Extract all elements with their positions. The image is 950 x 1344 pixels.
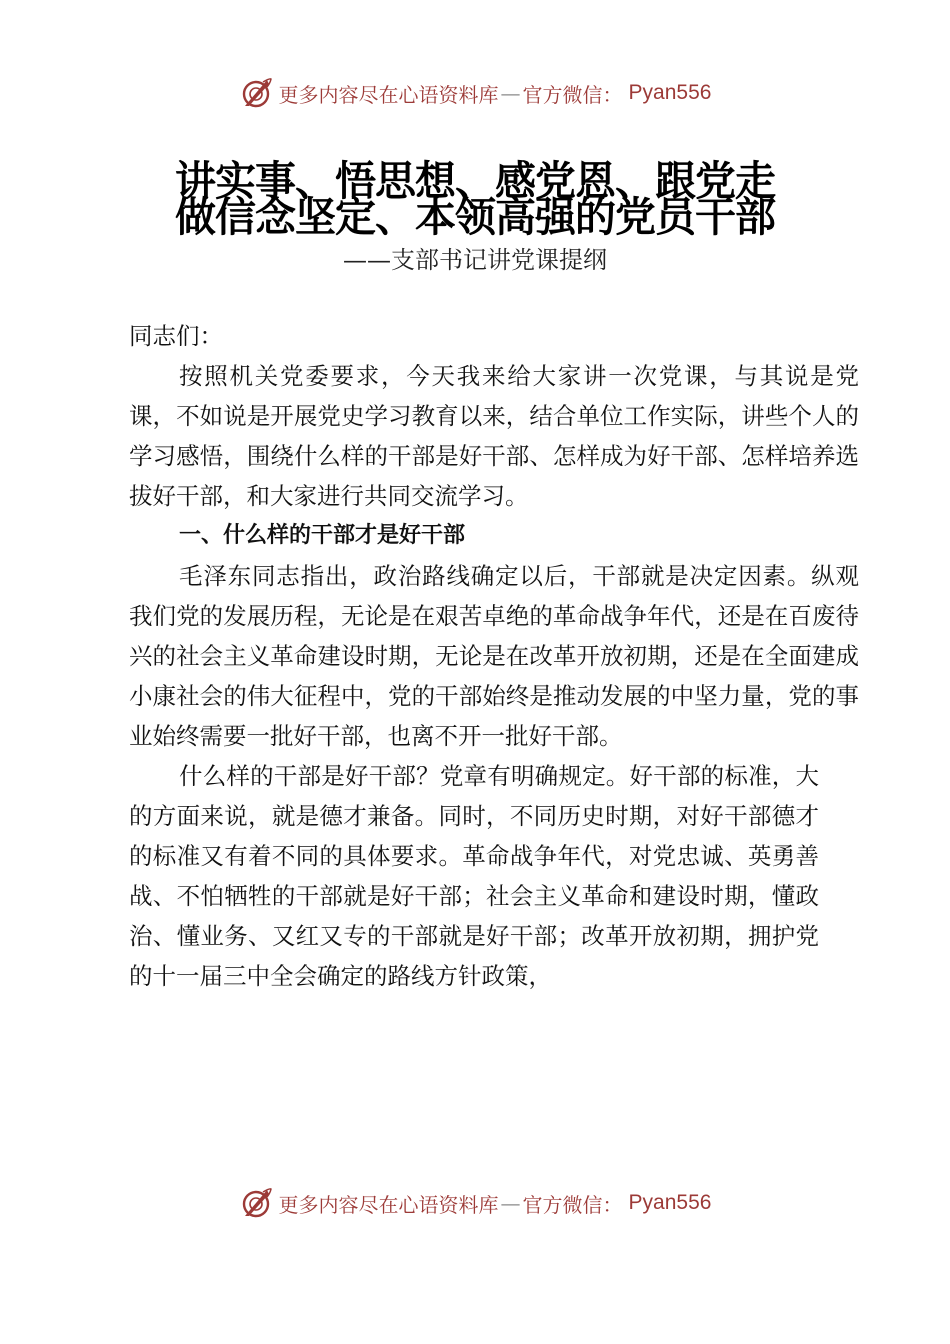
paragraph-intro: 按照机关党委要求，今天我来给大家讲一次党课，与其说是党课，不如说是开展党史学习教育以来，结合单位工作实际，讲些个人的学习感悟，围绕什么样的干部是好干部、怎样成为好干部、怎样培养选拔好干部，和大家进行共同交流学习。 — [129, 362, 859, 510]
quill-pen-logo-icon — [239, 1186, 273, 1220]
banner-wechat-label: 官方微信： — [522, 1192, 623, 1217]
section-heading-1: 一、什么样的干部才是好干部 — [179, 523, 466, 548]
banner-text: 更多内容尽在心语资料库 — [278, 82, 499, 107]
document-body — [129, 316, 859, 996]
banner-dash: — — [500, 1191, 521, 1215]
banner-wechat-label: 官方微信： — [522, 82, 623, 107]
footer-banner — [0, 1183, 950, 1223]
quill-pen-logo-icon — [239, 76, 273, 110]
salutation: 同志们： — [129, 322, 223, 350]
header-banner — [0, 73, 950, 113]
title-line-2: 做信念坚定、本领高强的党员干部 — [175, 193, 775, 241]
banner-wechat-id: Pyan556 — [628, 81, 712, 104]
banner-wechat-id: Pyan556 — [628, 1191, 712, 1214]
paragraph-good-cadre-standard: 什么样的干部是好干部？党章有明确规定。好干部的标准，大的方面来说，就是德才兼备。同时，不同历史时期，对好干部德才的标准又有着不同的具体要求。革命战争年代，对党忠诚、英勇善战、不怕牺牲的干部就是好干部；社会主义革命和建设时期，懂政治、懂业务、又红又专的干部就是好干部；改革开放初期，拥护党的十一届三中全会确定的路线方针政策， — [129, 762, 819, 990]
banner-dash: — — [500, 81, 521, 105]
paragraph-mao-quote: 毛泽东同志指出，政治路线确定以后，干部就是决定因素。纵观我们党的发展历程，无论是在艰苦卓绝的革命战争年代，还是在百废待兴的社会主义革命建设时期，无论是在改革开放初期，还是在全面建成小康社会的伟大征程中，党的干部始终是推动发展的中坚力量，党的事业始终需要一批好干部，也离不开一批好干部。 — [129, 562, 859, 750]
banner-text: 更多内容尽在心语资料库 — [278, 1192, 499, 1217]
title-line-1: 讲实事、悟思想、感党恩、跟党走 — [175, 157, 775, 205]
subtitle: ——支部书记讲党课提纲 — [343, 246, 607, 274]
